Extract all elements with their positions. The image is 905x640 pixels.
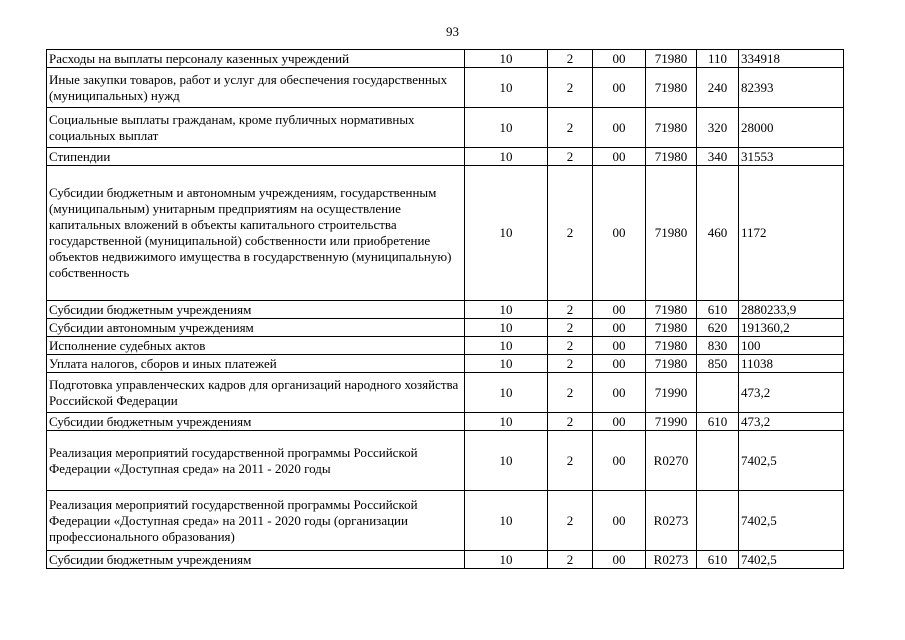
expense-type-code (697, 373, 739, 413)
subsection-code: 2 (548, 50, 593, 68)
section-code: 10 (465, 355, 548, 373)
row-name: Уплата налогов, сборов и иных платежей (47, 355, 465, 373)
program-code: 00 (593, 337, 646, 355)
table-row (47, 301, 844, 319)
target-item-code: 71980 (646, 355, 697, 373)
table-row (47, 337, 844, 355)
row-name: Субсидии бюджетным и автономным учреждениям, государственным (муниципальным) унитарным предприятиям на осуществление капитальных вложений в объекты капитального строительства государственной (муниципальной) собственности или приобретение объектов недвижимого имущества в государственную (муниципальную) собственность (47, 166, 465, 301)
expense-type-code: 610 (697, 301, 739, 319)
table-row (47, 166, 844, 301)
subsection-code: 2 (548, 355, 593, 373)
table-row (47, 319, 844, 337)
amount: 11038 (739, 355, 844, 373)
expense-type-code: 240 (697, 68, 739, 108)
row-name: Субсидии бюджетным учреждениям (47, 551, 465, 569)
section-code: 10 (465, 50, 548, 68)
subsection-code: 2 (548, 551, 593, 569)
amount: 191360,2 (739, 319, 844, 337)
expense-type-code: 620 (697, 319, 739, 337)
amount: 473,2 (739, 373, 844, 413)
program-code: 00 (593, 551, 646, 569)
target-item-code: 71980 (646, 319, 697, 337)
program-code: 00 (593, 50, 646, 68)
subsection-code: 2 (548, 108, 593, 148)
program-code: 00 (593, 431, 646, 491)
section-code: 10 (465, 337, 548, 355)
table-row (47, 431, 844, 491)
program-code: 00 (593, 355, 646, 373)
section-code: 10 (465, 148, 548, 166)
program-code: 00 (593, 491, 646, 551)
amount: 31553 (739, 148, 844, 166)
subsection-code: 2 (548, 337, 593, 355)
row-name: Субсидии бюджетным учреждениям (47, 301, 465, 319)
section-code: 10 (465, 108, 548, 148)
program-code: 00 (593, 108, 646, 148)
target-item-code: 71980 (646, 337, 697, 355)
program-code: 00 (593, 68, 646, 108)
expense-type-code: 850 (697, 355, 739, 373)
row-name: Иные закупки товаров, работ и услуг для обеспечения государственных (муниципальных) нужд (47, 68, 465, 108)
target-item-code: 71980 (646, 301, 697, 319)
expense-type-code: 610 (697, 413, 739, 431)
amount: 7402,5 (739, 491, 844, 551)
section-code: 10 (465, 431, 548, 491)
table-row (47, 413, 844, 431)
section-code: 10 (465, 551, 548, 569)
amount: 473,2 (739, 413, 844, 431)
amount: 1172 (739, 166, 844, 301)
table-row (47, 491, 844, 551)
table-row (47, 373, 844, 413)
table-row (47, 50, 844, 68)
row-name: Реализация мероприятий государственной программы Российской Федерации «Доступная среда» на 2011 - 2020 годы (47, 431, 465, 491)
row-name: Субсидии автономным учреждениям (47, 319, 465, 337)
program-code: 00 (593, 148, 646, 166)
amount: 334918 (739, 50, 844, 68)
row-name: Реализация мероприятий государственной программы Российской Федерации «Доступная среда» на 2011 - 2020 годы (организации профессионального образования) (47, 491, 465, 551)
subsection-code: 2 (548, 68, 593, 108)
expense-type-code: 340 (697, 148, 739, 166)
subsection-code: 2 (548, 373, 593, 413)
target-item-code: R0270 (646, 431, 697, 491)
row-name: Социальные выплаты гражданам, кроме публичных нормативных социальных выплат (47, 108, 465, 148)
amount: 7402,5 (739, 551, 844, 569)
table-row (47, 108, 844, 148)
subsection-code: 2 (548, 301, 593, 319)
page-number: 93 (446, 24, 459, 39)
subsection-code: 2 (548, 319, 593, 337)
program-code: 00 (593, 373, 646, 413)
subsection-code: 2 (548, 431, 593, 491)
section-code: 10 (465, 166, 548, 301)
section-code: 10 (465, 373, 548, 413)
amount: 7402,5 (739, 431, 844, 491)
program-code: 00 (593, 301, 646, 319)
target-item-code: 71980 (646, 148, 697, 166)
program-code: 00 (593, 413, 646, 431)
table-row (47, 68, 844, 108)
amount: 2880233,9 (739, 301, 844, 319)
target-item-code: 71980 (646, 50, 697, 68)
section-code: 10 (465, 319, 548, 337)
target-item-code: R0273 (646, 551, 697, 569)
budget-table (46, 49, 844, 569)
amount: 82393 (739, 68, 844, 108)
expense-type-code: 460 (697, 166, 739, 301)
target-item-code: R0273 (646, 491, 697, 551)
subsection-code: 2 (548, 413, 593, 431)
program-code: 00 (593, 166, 646, 301)
subsection-code: 2 (548, 166, 593, 301)
program-code: 00 (593, 319, 646, 337)
expense-type-code (697, 431, 739, 491)
amount: 100 (739, 337, 844, 355)
expense-type-code: 320 (697, 108, 739, 148)
row-name: Субсидии бюджетным учреждениям (47, 413, 465, 431)
subsection-code: 2 (548, 148, 593, 166)
amount: 28000 (739, 108, 844, 148)
table-row (47, 355, 844, 373)
section-code: 10 (465, 413, 548, 431)
target-item-code: 71980 (646, 108, 697, 148)
row-name: Стипендии (47, 148, 465, 166)
row-name: Исполнение судебных актов (47, 337, 465, 355)
table-row (47, 148, 844, 166)
target-item-code: 71990 (646, 373, 697, 413)
target-item-code: 71980 (646, 68, 697, 108)
expense-type-code: 610 (697, 551, 739, 569)
target-item-code: 71980 (646, 166, 697, 301)
row-name: Расходы на выплаты персоналу казенных учреждений (47, 50, 465, 68)
target-item-code: 71990 (646, 413, 697, 431)
subsection-code: 2 (548, 491, 593, 551)
section-code: 10 (465, 68, 548, 108)
expense-type-code: 110 (697, 50, 739, 68)
section-code: 10 (465, 491, 548, 551)
table-row (47, 551, 844, 569)
expense-type-code: 830 (697, 337, 739, 355)
section-code: 10 (465, 301, 548, 319)
row-name: Подготовка управленческих кадров для организаций народного хозяйства Российской Федерации (47, 373, 465, 413)
expense-type-code (697, 491, 739, 551)
